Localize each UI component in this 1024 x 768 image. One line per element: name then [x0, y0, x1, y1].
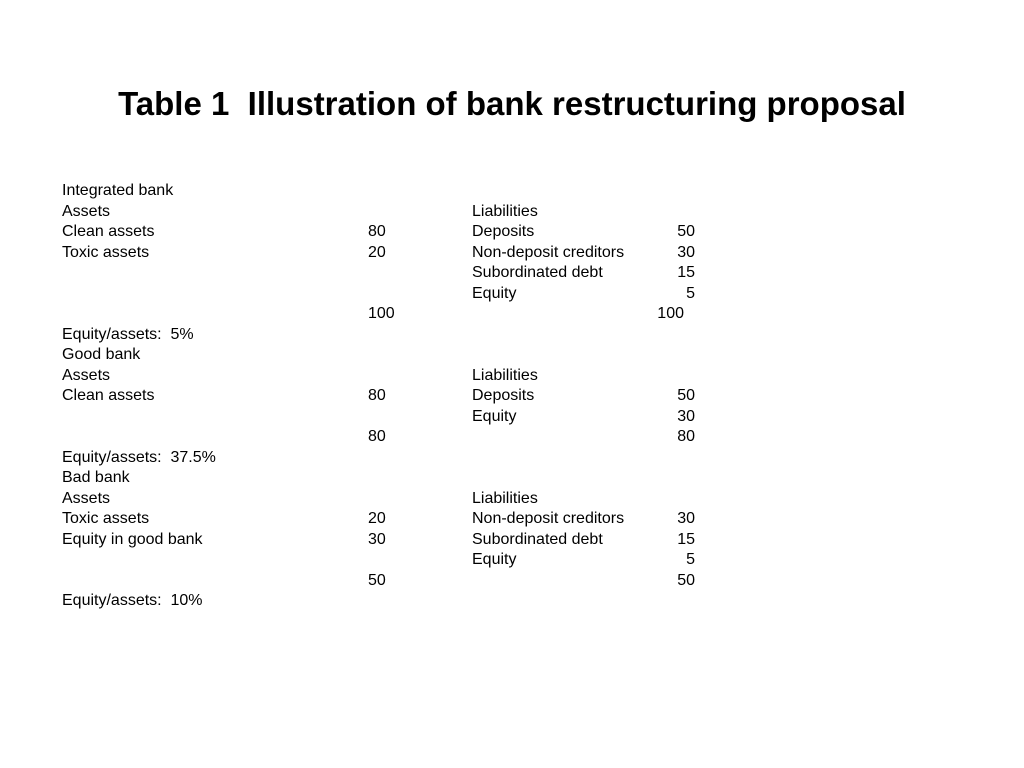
- liability-value: 15: [677, 264, 695, 281]
- liability-value: 50: [677, 223, 695, 240]
- table-row: [62, 202, 762, 223]
- total-row: [62, 571, 762, 592]
- equity-ratio: Equity/assets: 5%: [62, 325, 194, 343]
- table-row: [62, 489, 762, 510]
- asset-total: 100: [368, 305, 395, 322]
- liability-value: 50: [677, 387, 695, 404]
- row-label: Assets: [62, 366, 111, 384]
- table-row: [62, 550, 762, 571]
- liability-label: Deposits: [472, 223, 535, 240]
- liability-value: 5: [686, 284, 695, 302]
- liability-label: Subordinated debt: [472, 264, 603, 281]
- asset-value: 20: [368, 243, 386, 261]
- liability-label: Liabilities: [472, 489, 538, 507]
- table-row: [62, 284, 762, 305]
- asset-value: 20: [368, 510, 386, 527]
- asset-total: 80: [368, 428, 386, 445]
- section-heading: Bad bank: [62, 469, 130, 486]
- total-row: [62, 304, 762, 325]
- table-row: [62, 448, 762, 469]
- liability-value: 30: [677, 407, 695, 425]
- table-row: [62, 591, 762, 612]
- liability-label: Equity: [472, 407, 517, 425]
- row-label: Clean assets: [62, 387, 155, 404]
- table-row: [62, 407, 762, 428]
- row-label: Integrated bank: [62, 182, 174, 199]
- table-row: [62, 325, 762, 346]
- liability-value: 30: [677, 243, 695, 261]
- liability-label: Subordinated debt: [472, 530, 603, 548]
- asset-value: 80: [368, 223, 386, 240]
- table-row: [62, 222, 762, 243]
- table-row: [62, 468, 762, 489]
- liability-label: Equity: [472, 284, 517, 302]
- row-label: Clean assets: [62, 223, 155, 240]
- liability-value: 5: [686, 551, 695, 568]
- row-label: Assets: [62, 202, 111, 220]
- liability-value: 30: [677, 510, 695, 527]
- equity-ratio: Equity/assets: 10%: [62, 592, 203, 609]
- table-row: [62, 366, 762, 387]
- table-row: [62, 263, 762, 284]
- page-title: Table 1 Illustration of bank restructuring proposal: [118, 85, 906, 122]
- row-label: Toxic assets: [62, 243, 150, 261]
- row-label: Equity in good bank: [62, 530, 203, 548]
- section-heading: Good bank: [62, 346, 141, 363]
- balance-sheet-table: [62, 181, 762, 612]
- liability-label: Liabilities: [472, 366, 538, 384]
- table-row: [62, 181, 762, 202]
- liability-total: 80: [677, 428, 695, 445]
- asset-value: 30: [368, 530, 386, 548]
- table-row: [62, 530, 762, 551]
- table-row: [62, 509, 762, 530]
- equity-ratio: Equity/assets: 37.5%: [62, 448, 216, 466]
- liability-value: 15: [677, 530, 695, 548]
- row-label: Assets: [62, 489, 111, 507]
- liability-label: Liabilities: [472, 202, 538, 220]
- total-row: [62, 427, 762, 448]
- liability-total: 50: [677, 571, 695, 589]
- asset-value: 80: [368, 387, 386, 404]
- liability-label: Non-deposit creditors: [472, 243, 625, 261]
- row-label: Toxic assets: [62, 510, 150, 527]
- liability-label: Equity: [472, 551, 517, 568]
- table-row: [62, 386, 762, 407]
- liability-total: 100: [657, 305, 684, 322]
- liability-label: Deposits: [472, 387, 535, 404]
- table-row: [62, 243, 762, 264]
- table-row: [62, 345, 762, 366]
- liability-label: Non-deposit creditors: [472, 510, 625, 527]
- asset-total: 50: [368, 571, 386, 589]
